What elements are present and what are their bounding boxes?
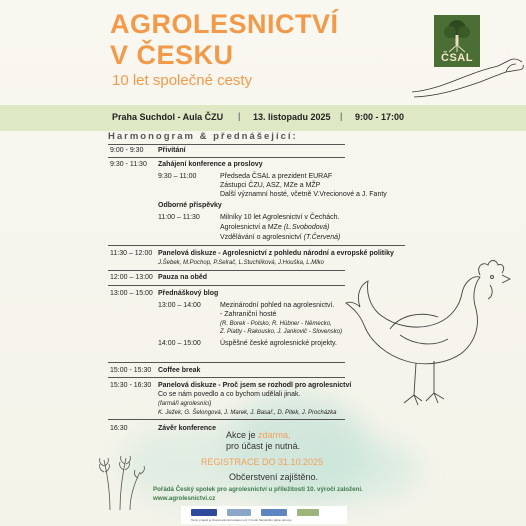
subslot-time: 14:00 – 15:00 bbox=[158, 340, 201, 347]
slot-title: Coffee break bbox=[158, 367, 201, 374]
slot-title: Přednáškový blog bbox=[158, 290, 219, 297]
separator: | bbox=[238, 111, 241, 121]
divider bbox=[108, 144, 345, 145]
slot-title: Pauza na oběd bbox=[158, 274, 208, 281]
talk-line: Další významní hosté, včetně V.Vrecionové a J. Fanty bbox=[220, 191, 387, 198]
subslot-time: 13:00 – 14:00 bbox=[158, 302, 201, 309]
registration-required: pro účast je nutná. bbox=[226, 441, 301, 451]
slot-title: Panelová diskuze - Proč jsem se rozhodl pro agrolesnictví bbox=[158, 382, 352, 389]
slot-time: 15:00 - 15:30 bbox=[110, 367, 152, 374]
funding-footer bbox=[181, 506, 347, 524]
talk-line bbox=[220, 224, 329, 232]
slot-time: 15:30 - 16:30 bbox=[110, 382, 152, 389]
divider bbox=[108, 362, 345, 363]
speaker-list: Z. Piatty - Rakousko, J. Jankovič - Slovensko) bbox=[220, 329, 343, 335]
talk-line: Předseda ČSAL a prezident EURAF bbox=[220, 173, 333, 180]
footer-text: Tento projekt je financován Evropskou unií z fondu Národního plánu obnovy. bbox=[191, 518, 293, 522]
divider bbox=[108, 377, 345, 378]
talk-line: Úspěšné české agrolesnické projekty. bbox=[220, 340, 337, 347]
subslot-time: 11:00 – 11:30 bbox=[158, 214, 200, 221]
wheat-icon bbox=[90, 452, 150, 512]
free-entry-line bbox=[226, 430, 291, 440]
slot-time: 11:30 – 12:00 bbox=[110, 250, 153, 257]
talk-line bbox=[220, 234, 340, 242]
subslot-time: 9:30 – 11:00 bbox=[158, 173, 197, 180]
talk-line: Co se nám povedlo a co bychom udělali jinak. bbox=[158, 391, 301, 398]
event-time: 9:00 - 17:00 bbox=[355, 112, 405, 122]
partner-logo-icon bbox=[297, 509, 319, 516]
organizer-note: Pořádá Český spolek pro agrolesnictví u příležitosti 10. výročí založení. bbox=[153, 486, 363, 493]
talk-text: Agrolesnictví a MZe bbox=[220, 224, 284, 231]
panel-names: K. Ježek, G. Šelongová, J. Marek, J. Basař., D. Pitek, J. Procházka bbox=[158, 410, 337, 416]
refreshment-note: Občerstvení zajištěno. bbox=[229, 472, 319, 482]
registration-link[interactable]: REGISTRACE DO 31.10.2025 bbox=[201, 457, 324, 467]
speaker: (T.Červená) bbox=[303, 234, 341, 241]
divider bbox=[108, 285, 345, 286]
separator: | bbox=[340, 111, 343, 121]
logo-text: ČSAL bbox=[441, 52, 473, 64]
panel-names: J.Šebek, M.Pochop, P.Selrač, L.Stuchlíková, J.Houška, L.Mlko bbox=[158, 260, 324, 266]
speaker-list: (R. Borek - Polsko, R. Hübner - Německo, bbox=[220, 321, 332, 327]
divider bbox=[108, 270, 345, 271]
slot-time: 9:00 - 9:30 bbox=[110, 147, 144, 154]
ministry-logo-icon bbox=[261, 509, 287, 516]
tree-icon bbox=[434, 15, 480, 53]
slot-title: Panelová diskuze - Agrolesnictví z pohledu národní a evropské politiky bbox=[158, 250, 394, 257]
talk-line: - Zahraniční hosté bbox=[220, 311, 277, 318]
talk-line: Milníky 10 let Agrolesnictví v Čechách. bbox=[220, 214, 340, 221]
slot-title: Závěr konference bbox=[158, 425, 216, 432]
slot-time: 13:00 – 15:00 bbox=[110, 290, 153, 297]
slot-title: Přivítání bbox=[158, 147, 186, 154]
slot-title: Zahájení konference a proslovy bbox=[158, 161, 263, 168]
event-date: 13. listopadu 2025 bbox=[253, 112, 331, 122]
talk-line: Zástupci ČZU, ASZ, MZe a MŽP bbox=[220, 182, 321, 189]
talk-note: (farmáři agrolesníci) bbox=[158, 401, 212, 407]
website-link[interactable]: www.agrolesnictvi.cz bbox=[153, 495, 216, 502]
title-line-2: V ČESKU bbox=[110, 40, 234, 70]
subsection-title: Odborné příspěvky bbox=[158, 202, 222, 209]
speaker: (L.Svobodová) bbox=[283, 224, 330, 231]
divider bbox=[108, 419, 345, 420]
slot-time: 9:30 - 11:30 bbox=[110, 161, 147, 168]
eu-logo-icon bbox=[191, 509, 217, 516]
slot-time: 12:00 – 13:00 bbox=[110, 274, 153, 281]
venue: Praha Suchdol - Aula ČZU bbox=[112, 112, 224, 122]
hen-illustration-icon bbox=[330, 245, 520, 445]
talk-text: Vzdělávání o agrolesnictví bbox=[220, 234, 304, 241]
subtitle: 10 let společné cesty bbox=[112, 72, 253, 89]
title-line-1: AGROLESNICTVÍ bbox=[110, 9, 339, 39]
cta-text: Akce je bbox=[226, 430, 259, 440]
program-heading: Harmonogram & přednášející: bbox=[108, 131, 298, 142]
divider bbox=[108, 157, 345, 158]
slot-time: 16:30 bbox=[110, 425, 128, 432]
cta-free: zdarma, bbox=[258, 430, 291, 440]
csal-logo bbox=[434, 15, 480, 67]
npo-logo-icon bbox=[227, 509, 251, 516]
talk-line: Mezinárodní pohled na agrolesnictví. bbox=[220, 302, 335, 309]
